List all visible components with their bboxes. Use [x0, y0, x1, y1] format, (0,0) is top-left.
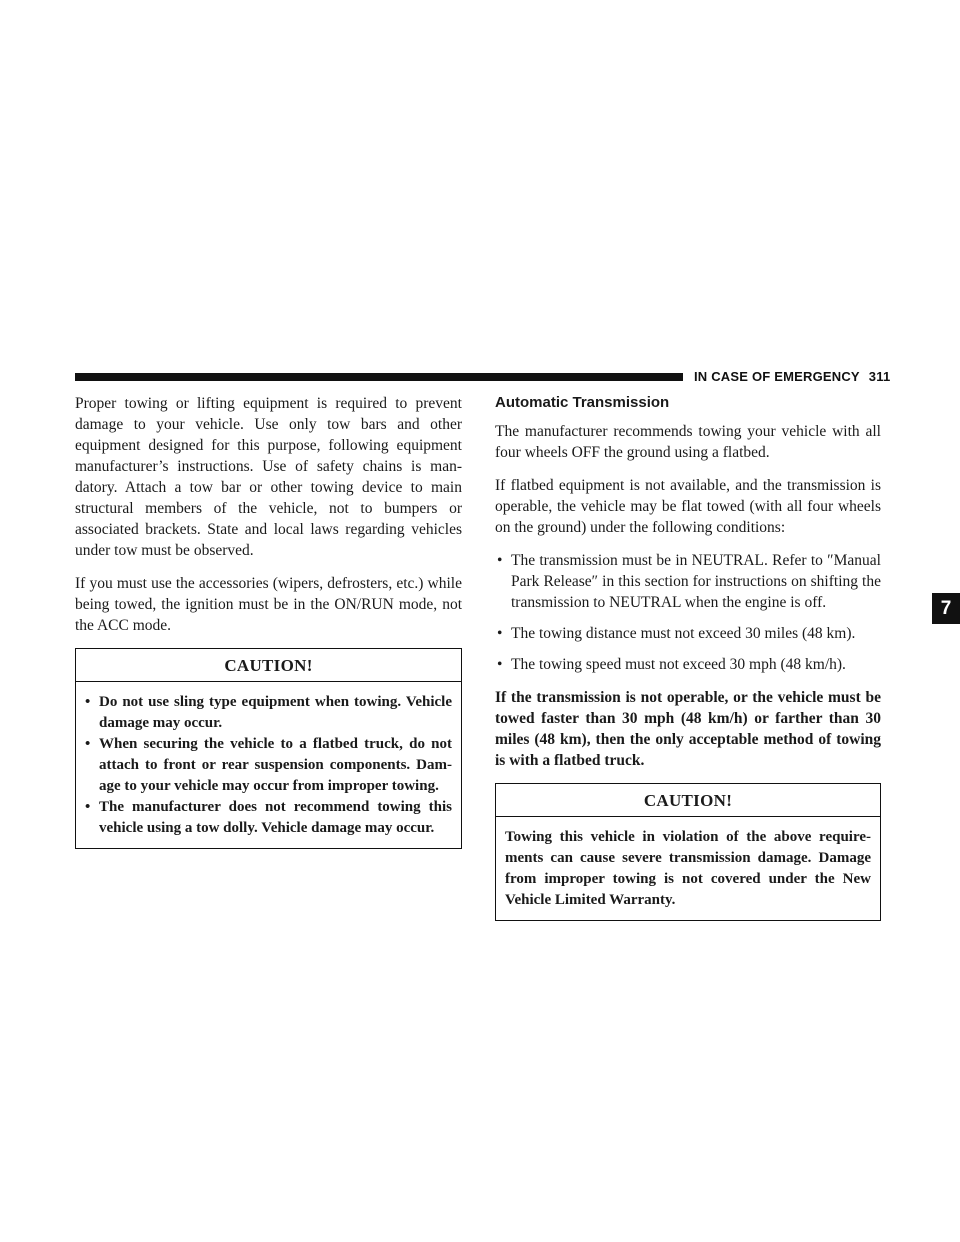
caution-text: Towing this vehicle in violation of the above requirements can cause severe transmission damage. Damage from improper towing is not covered under the New Vehicle Limited Warranty.	[505, 829, 871, 908]
caution-item: • The manufacturer does not recommend towing this vehicle using a tow dolly. Vehicle damage may occur.	[85, 799, 452, 836]
caution-list	[85, 692, 452, 839]
running-header	[694, 369, 890, 384]
page-number: 311	[868, 369, 891, 384]
list-item: • The towing speed must not exceed 30 mph (48 km/h).	[497, 656, 846, 673]
caution-title: CAUTION!	[76, 649, 461, 682]
bullet-icon: •	[497, 625, 503, 642]
section-heading: Automatic Transmission	[495, 394, 670, 411]
list-item: • The towing distance must not exceed 30 miles (48 km).	[497, 625, 856, 642]
caution-title: CAUTION!	[496, 784, 880, 817]
paragraph-not-operable: If the transmission is not operable, or the vehicle must be towed faster than 30 mph (48 km/h) or farther than 30 miles (48 km), then the only acceptable method of towing is with a flatbed truck.	[495, 689, 881, 769]
chapter-tab: 7	[932, 593, 960, 624]
caution-item: • When securing the vehicle to a flatbed truck, do not attach to front or rear suspension components. Damage to your vehicle may occur from improper towing.	[85, 736, 452, 794]
bullet-icon: •	[85, 799, 91, 815]
section-title: IN CASE OF EMERGENCY	[694, 369, 860, 384]
caution-body	[76, 682, 461, 848]
bullet-icon: •	[85, 736, 91, 752]
bullet-icon: •	[497, 552, 503, 569]
caution-box-transmission	[495, 783, 881, 921]
paragraph-accessories: If you must use the accessories (wipers, defrosters, etc.) while being towed, the ignition must be in the ON/RUN mode, not the ACC mode.	[75, 575, 462, 634]
paragraph-flatbed: The manufacturer recommends towing your vehicle with all four wheels OFF the ground using a flatbed.	[495, 423, 881, 461]
header-rule	[75, 373, 683, 381]
caution-body	[496, 817, 880, 920]
bullet-icon: •	[497, 656, 503, 673]
paragraph-towing-equipment: Proper towing or lifting equipment is required to prevent damage to your vehicle. Use only tow bars and other equipment designed for this purpose, following equipment manufacturer’s instructions. Use of safety chains is mandatory. Attach a tow bar or other towing device to main structural members of the vehicle, not to bumpers or associated brackets. State and local laws regarding vehicles under tow must be observed.	[75, 395, 462, 559]
caution-item: • Do not use sling type equipment when towing. Vehicle damage may occur.	[85, 694, 452, 731]
right-column	[495, 393, 881, 921]
conditions-list	[495, 550, 881, 675]
paragraph-flat-towed: If flatbed equipment is not available, and the transmission is operable, the vehicle may be flat towed (with all four wheels on the ground) under the following conditions:	[495, 477, 881, 536]
bullet-icon: •	[85, 694, 91, 710]
list-item: • The transmission must be in NEUTRAL. Refer to ″Manual Park Release″ in this section for instructions on shifting the transmission to NEUTRAL when the engine is off.	[497, 552, 881, 611]
left-column	[75, 393, 462, 849]
caution-box-towing	[75, 648, 462, 849]
